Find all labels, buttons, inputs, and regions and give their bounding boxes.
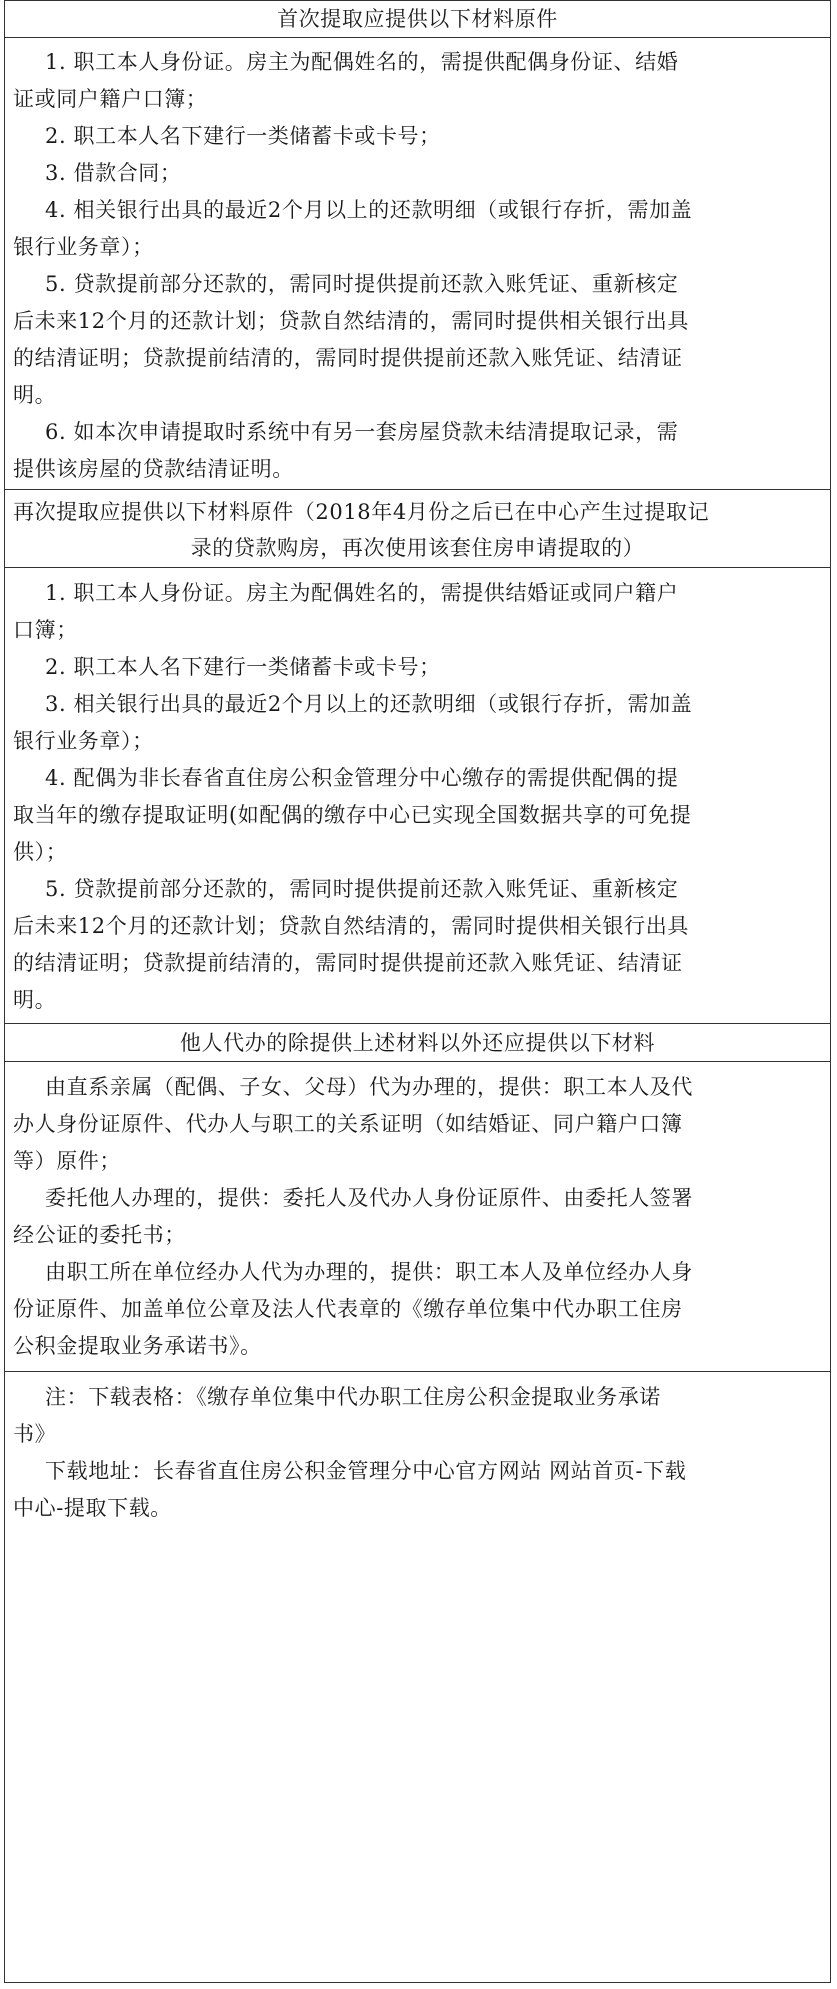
section2-line: 2. 职工本人名下建行一类储蓄卡或卡号；	[45, 655, 441, 679]
section3-header: 他人代办的除提供上述材料以外还应提供以下材料	[179, 1031, 656, 1055]
section2-line: 5. 贷款提前部分还款的，需同时提供提前还款入账凭证、重新核定	[45, 877, 679, 901]
note-line: 中心-提取下载。	[13, 1496, 172, 1520]
section2-line: 1. 职工本人身份证。房主为配偶姓名的，需提供结婚证或同户籍户	[45, 581, 679, 605]
section3-line: 等）原件；	[13, 1149, 121, 1173]
section1-header: 首次提取应提供以下材料原件	[277, 7, 558, 31]
section1-line: 提供该房屋的贷款结清证明。	[13, 457, 294, 481]
section2-line: 取当年的缴存提取证明(如配偶的缴存中心已实现全国数据共享的可免提	[13, 803, 692, 827]
note-line: 下载地址：长春省直住房公积金管理分中心官方网站 网站首页-下载	[45, 1459, 687, 1483]
note-line: 书》	[13, 1422, 57, 1446]
section3-line: 经公证的委托书；	[13, 1223, 186, 1247]
note-line: 注：下载表格：《缴存单位集中代办职工住房公积金提取业务承诺	[45, 1385, 661, 1409]
section2-header-row	[5, 489, 830, 567]
section3-body-row	[5, 1061, 830, 1371]
section1-line: 2. 职工本人名下建行一类储蓄卡或卡号；	[45, 124, 441, 148]
section1-line: 5. 贷款提前部分还款的，需同时提供提前还款入账凭证、重新核定	[45, 272, 679, 296]
section1-line: 4. 相关银行出具的最近2个月以上的还款明细（或银行存折，需加盖	[45, 198, 693, 222]
section1-line: 后未来12个月的还款计划；贷款自然结清的，需同时提供相关银行出具	[13, 309, 689, 333]
section3-header-row	[5, 1023, 830, 1061]
section3-line: 办人身份证原件、代办人与职工的关系证明（如结婚证、同户籍户口簿	[13, 1112, 683, 1136]
materials-table	[4, 0, 831, 1983]
section2-line: 后未来12个月的还款计划；贷款自然结清的，需同时提供相关银行出具	[13, 914, 689, 938]
section2-header-line: 录的贷款购房，再次使用该套住房申请提取的）	[190, 536, 645, 560]
section1-body-row	[5, 37, 830, 489]
section3-line: 公积金提取业务承诺书》。	[13, 1334, 262, 1358]
section3-line: 由直系亲属（配偶、子女、父母）代为办理的，提供：职工本人及代	[45, 1075, 693, 1099]
section1-line: 1. 职工本人身份证。房主为配偶姓名的，需提供配偶身份证、结婚	[45, 50, 679, 74]
section4-note-row	[5, 1371, 830, 1982]
section2-line: 口簿；	[13, 618, 78, 642]
section2-line: 银行业务章）；	[13, 729, 154, 753]
section2-line: 的结清证明；贷款提前结清的，需同时提供提前还款入账凭证、结清证	[13, 951, 683, 975]
section2-body-row	[5, 567, 830, 1023]
section2-header-line: 再次提取应提供以下材料原件（2018年4月份之后已在中心产生过提取记	[13, 500, 710, 524]
section1-line: 6. 如本次申请提取时系统中有另一套房屋贷款未结清提取记录，需	[45, 420, 679, 444]
section2-line: 明。	[13, 988, 57, 1012]
section2-line: 4. 配偶为非长春省直住房公积金管理分中心缴存的需提供配偶的提	[45, 766, 679, 790]
section2-line: 3. 相关银行出具的最近2个月以上的还款明细（或银行存折，需加盖	[45, 692, 693, 716]
section1-line: 的结清证明；贷款提前结清的，需同时提供提前还款入账凭证、结清证	[13, 346, 683, 370]
section1-line: 银行业务章）；	[13, 235, 154, 259]
section3-line: 由职工所在单位经办人代为办理的，提供：职工本人及单位经办人身	[45, 1260, 693, 1284]
section1-header-row	[5, 1, 830, 37]
section3-line: 委托他人办理的，提供：委托人及代办人身份证原件、由委托人签署	[45, 1186, 693, 1210]
section1-line: 明。	[13, 383, 57, 407]
section3-line: 份证原件、加盖单位公章及法人代表章的《缴存单位集中代办职工住房	[13, 1297, 683, 1321]
section2-line: 供）；	[13, 840, 68, 864]
section1-line: 证或同户籍户口簿；	[13, 87, 208, 111]
section1-line: 3. 借款合同；	[45, 161, 182, 185]
